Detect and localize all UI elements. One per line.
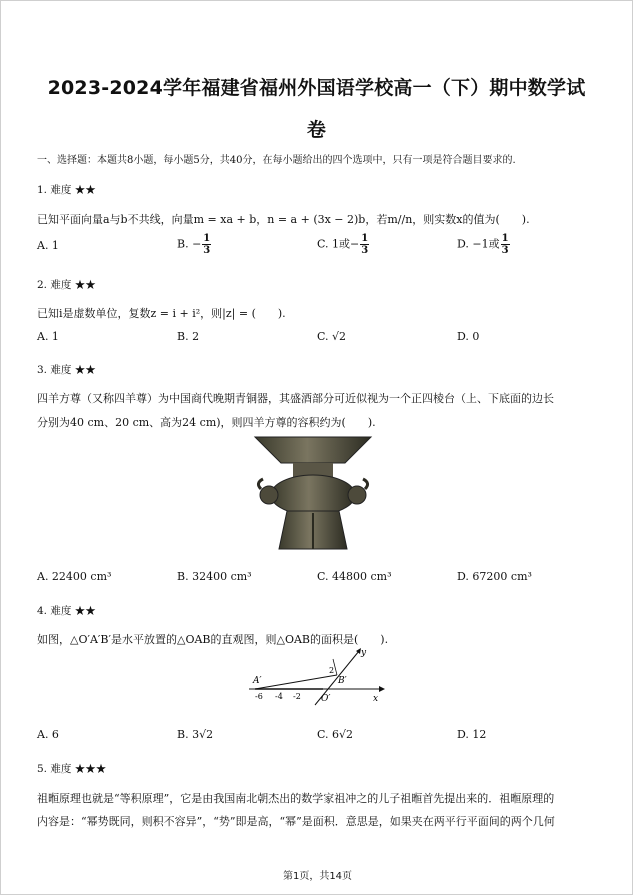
q1-option-d xyxy=(457,233,511,256)
q1-option-b xyxy=(177,233,212,256)
q3-option-c: C. 44800 cm³ xyxy=(317,570,392,583)
fraction: $\frac{1}{3}$ xyxy=(203,233,211,256)
q1-option-b-text: B. − xyxy=(177,237,202,251)
fraction: $\frac{1}{3}$ xyxy=(361,233,369,256)
q3-stem-line2: 分别为40 cm、20 cm、高为24 cm)，则四羊方尊的容积约为( ). xyxy=(37,416,376,429)
x-tick-label: -2 xyxy=(293,692,301,701)
fraction: $\frac{1}{3}$ xyxy=(501,233,509,256)
q1-option-d-text: D. −1或 xyxy=(457,237,500,251)
q4-option-a: A. 6 xyxy=(37,728,59,741)
bronze-zun-vessel-image xyxy=(249,433,377,555)
y-tick-label: 2 xyxy=(329,666,335,675)
label-o-prime: O′ xyxy=(321,694,331,704)
q4-option-d: D. 12 xyxy=(457,728,487,741)
page-footer: 第1页，共14页 xyxy=(282,871,353,882)
q4-stem: 如图，△O′A′B′是水平放置的△OAB的直观图，则△OAB的面积是( ). xyxy=(37,633,389,646)
x-axis-label: x xyxy=(373,694,379,704)
q4-option-b: B. 3√2 xyxy=(177,728,214,741)
q4-option-c: C. 6√2 xyxy=(317,728,354,741)
q3-option-a: A. 22400 cm³ xyxy=(37,570,112,583)
label-b-prime: B′ xyxy=(338,676,347,686)
x-tick-label: -4 xyxy=(275,692,283,701)
section-intro: 一、选择题：本题共8小题，每小题5分，共40分，在每小题给出的四个选项中，只有一项是符合题目要求的. xyxy=(37,155,516,166)
exam-title-line2: 卷 xyxy=(306,119,327,141)
q2-header: 2. 难度 ★★ xyxy=(37,279,96,291)
q2-option-d: D. 0 xyxy=(457,330,480,343)
q1-stem: 已知平面向量a与b不共线，向量m = xa + b，n = a + (3x − 2)b，若m//n，则实数x的值为( ). xyxy=(37,213,530,226)
q2-option-c: C. √2 xyxy=(317,330,347,343)
q2-option-a: A. 1 xyxy=(37,330,59,343)
q3-option-b: B. 32400 cm³ xyxy=(177,570,252,583)
y-axis-label: y xyxy=(361,648,367,658)
q5-header: 5. 难度 ★★★ xyxy=(37,763,107,775)
label-a-prime: A′ xyxy=(253,676,262,686)
q1-header: 1. 难度 ★★ xyxy=(37,184,96,196)
oblique-coordinate-figure xyxy=(245,645,391,707)
q1-option-a: A. 1 xyxy=(37,239,59,252)
q4-header: 4. 难度 ★★ xyxy=(37,605,96,617)
q5-stem-line1: 祖暅原理也就是“等积原理”，它是由我国南北朝杰出的数学家祖冲之的儿子祖暅首先提出来的．祖暅原理的 xyxy=(37,792,555,805)
q3-header: 3. 难度 ★★ xyxy=(37,364,96,376)
q1-option-c-text: C. 1或− xyxy=(317,237,360,251)
q2-stem: 已知i是虚数单位，复数z = i + i²，则|z| = ( ). xyxy=(37,307,286,320)
q3-stem-line1: 四羊方尊（又称四羊尊）为中国商代晚期青铜器，其盛酒部分可近似视为一个正四棱台（上、下底面的边长 xyxy=(37,392,554,405)
exam-title-line1: 2023-2024学年福建省福州外国语学校高一（下）期中数学试 xyxy=(47,77,586,99)
q2-option-b: B. 2 xyxy=(177,330,200,343)
q3-option-d: D. 67200 cm³ xyxy=(457,570,532,583)
x-tick-label: -6 xyxy=(255,692,263,701)
q5-stem-line2: 内容是：“幂势既同，则积不容异”，“势”即是高，“幂”是面积．意思是，如果夹在两平行平面间的两个几何 xyxy=(37,815,555,828)
q1-option-c xyxy=(317,233,370,256)
